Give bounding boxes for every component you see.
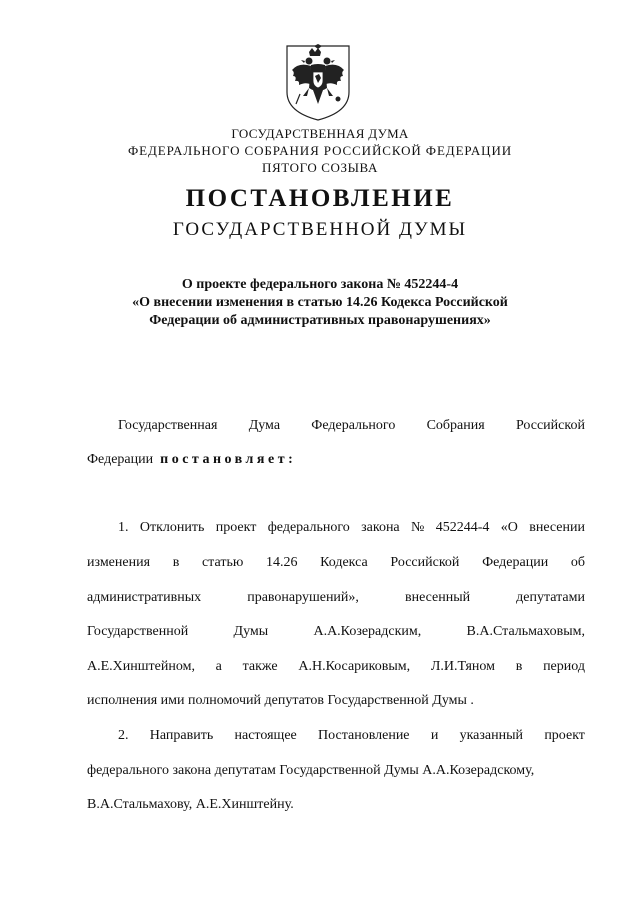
issuer-line-1: ГОСУДАРСТВЕННАЯ ДУМА <box>231 126 409 141</box>
word: В.А.Стальмаховым, <box>466 624 585 639</box>
word: А.Е.Хинштейном, <box>87 659 195 674</box>
word: в <box>172 555 180 570</box>
paragraph-1-line-2 <box>87 555 585 571</box>
preamble-text: Федерации <box>87 452 154 467</box>
word: Направить <box>149 728 214 743</box>
word: Федерации <box>482 555 549 570</box>
word: депутатами <box>516 590 585 605</box>
word: 2. <box>118 728 129 743</box>
paragraph-1-line-4 <box>87 624 585 640</box>
word: федерального <box>267 520 350 535</box>
paragraph-1-line-1 <box>118 520 585 536</box>
word: Государственная <box>118 418 218 433</box>
word: 1. <box>118 520 129 535</box>
word: Постановление <box>318 728 410 743</box>
issuer-line-2: ФЕДЕРАЛЬНОГО СОБРАНИЯ РОССИЙСКОЙ ФЕДЕРАЦИИ <box>127 143 513 158</box>
word: закона <box>361 520 400 535</box>
word: Отклонить <box>139 520 205 535</box>
word: также <box>242 659 278 674</box>
paragraph-1-line-6: исполнения ими полномочий депутатов Государственной Думы . <box>87 693 474 708</box>
word: А.А.Козерадским, <box>313 624 422 639</box>
word: внесенный <box>404 590 471 605</box>
word: об <box>570 555 585 570</box>
document-subtitle: ГОСУДАРСТВЕННОЙ ДУМЫ <box>172 219 468 240</box>
resolves-keyword: постановляет: <box>160 452 297 467</box>
word: настоящее <box>234 728 297 743</box>
word: А.Н.Косариковым, <box>298 659 411 674</box>
bill-title-line-3: Федерации об административных правонарушениях» <box>149 313 491 328</box>
bill-title-line-1: О проекте федерального закона № 452244-4 <box>181 277 459 292</box>
word: внесении <box>529 520 585 535</box>
word: Думы <box>233 624 269 639</box>
word: изменения <box>87 555 151 570</box>
paragraph-1-line-5 <box>87 659 585 675</box>
word: указанный <box>459 728 524 743</box>
paragraph-2-line-1 <box>118 728 585 744</box>
issuer-line-3: ПЯТОГО СОЗЫВА <box>262 160 378 175</box>
word: в <box>515 659 523 674</box>
word: «О <box>500 520 518 535</box>
word: а <box>215 659 222 674</box>
word: 14.26 <box>265 555 298 570</box>
paragraph-1-line-3 <box>87 590 585 606</box>
word: Собрания <box>426 418 485 433</box>
preamble-line-2 <box>87 452 585 468</box>
bill-title-line-2: «О внесении изменения в статью 14.26 Кодекса Российской <box>132 295 508 310</box>
word: и <box>430 728 439 743</box>
word: Российской <box>515 418 585 433</box>
word: Российской <box>390 555 460 570</box>
paragraph-2-line-2: федерального закона депутатам Государственной Думы А.А.Козерадскому, <box>87 763 535 778</box>
russian-coat-of-arms-icon <box>283 42 353 122</box>
word: Л.И.Тяном <box>430 659 495 674</box>
word: правонарушений», <box>247 590 359 605</box>
word: № <box>411 520 425 535</box>
word: 452244-4 <box>435 520 490 535</box>
word: проект <box>215 520 257 535</box>
word: статью <box>201 555 244 570</box>
word: Федерального <box>311 418 396 433</box>
word: Государственной <box>87 624 189 639</box>
preamble-line-1 <box>118 418 585 434</box>
word: проект <box>544 728 585 743</box>
paragraph-2-line-3: В.А.Стальмахову, А.Е.Хинштейну. <box>87 797 294 812</box>
word: Дума <box>248 418 281 433</box>
document-title: ПОСТАНОВЛЕНИЕ <box>185 185 455 212</box>
word: Кодекса <box>320 555 368 570</box>
word: административных <box>87 590 202 605</box>
word: период <box>543 659 585 674</box>
